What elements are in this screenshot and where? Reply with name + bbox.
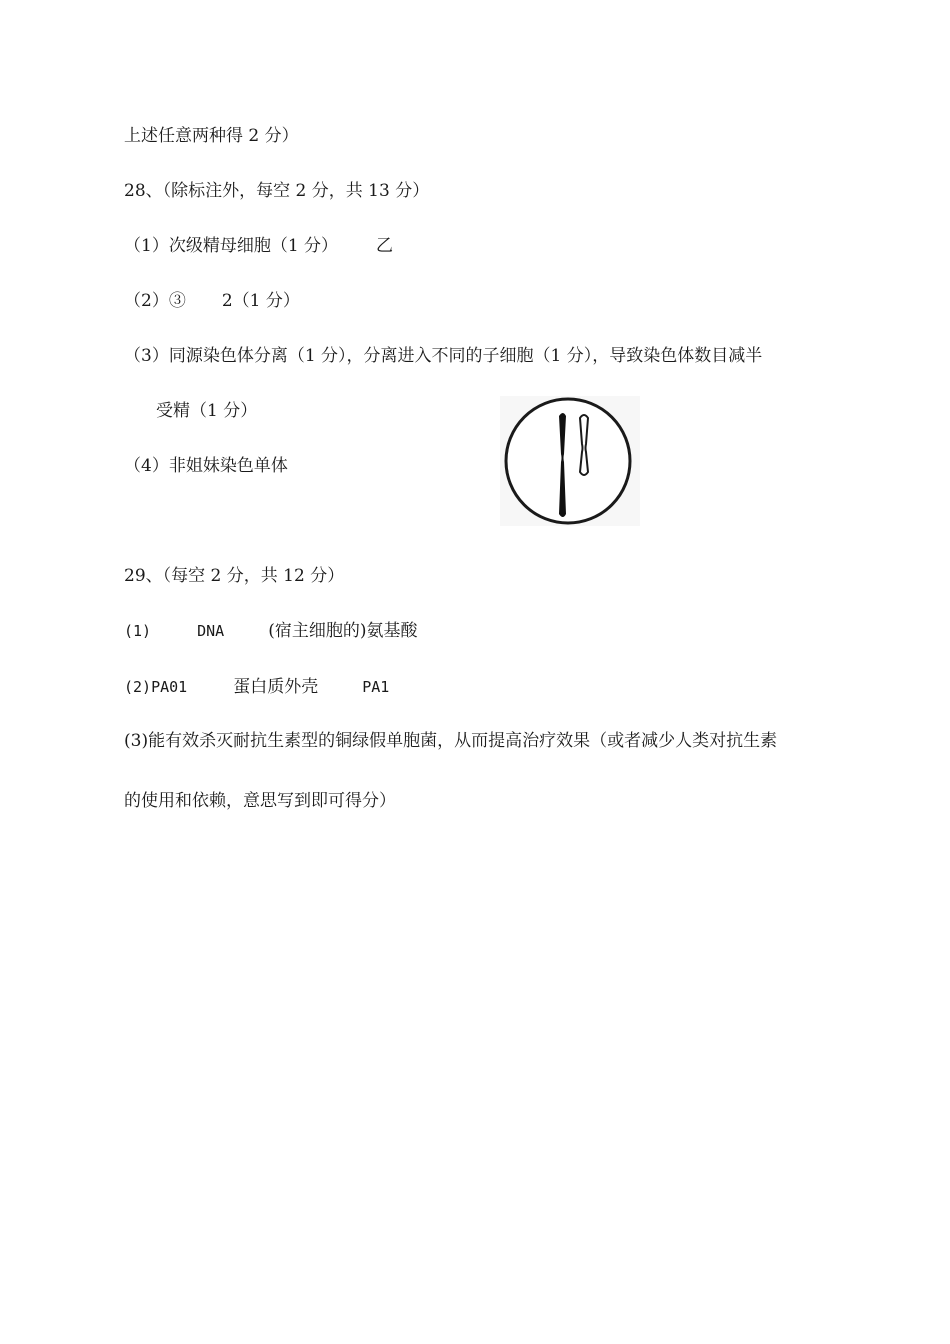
q29-answer-2 (124, 676, 389, 698)
q28-answer-2-label: （2）③ (124, 291, 186, 311)
q29-answer-2-label: (2)PA01 (124, 678, 188, 696)
q28-answer-4: （4）非姐妹染色单体 (124, 456, 288, 476)
q28-answer-1 (124, 235, 393, 257)
q28-answer-1-value: 乙 (376, 236, 394, 256)
q29-answer-1-value-2: (宿主细胞的)氨基酸 (268, 621, 418, 641)
q29-answer-2-value-1: 蛋白质外壳 (233, 677, 319, 697)
chromosome-cell-diagram-icon (500, 396, 640, 526)
q29-answer-3-line2: 的使用和依赖，意思写到即可得分） (124, 791, 396, 811)
q28-answer-2-value: 2（1 分） (221, 291, 300, 311)
q28-header: 28、（除标注外，每空 2 分，共 13 分） (124, 181, 430, 201)
q29-header: 29、（每空 2 分，共 12 分） (124, 566, 345, 586)
chromosome-cell-figure (500, 396, 640, 526)
q29-answer-1-label: (1) (124, 622, 152, 640)
q28-answer-3-line1: （3）同源染色体分离（1 分），分离进入不同的子细胞（1 分），导致染色体数目减半 (124, 346, 763, 366)
cell-outline (506, 399, 630, 523)
q29-answer-1 (124, 620, 417, 642)
q28-answer-1-label: （1）次级精母细胞（1 分） (124, 236, 339, 256)
light-chromosome (580, 415, 588, 475)
q29-answer-1-value-1: DNA (197, 622, 225, 640)
q28-answer-2 (124, 290, 300, 312)
q29-answer-3-line1: (3)能有效杀灭耐抗生素型的铜绿假单胞菌，从而提高治疗效果（或者减少人类对抗生素 (124, 731, 778, 751)
q29-answer-2-value-2: PA1 (362, 678, 390, 696)
q28-answer-3-line2: 受精（1 分） (156, 401, 258, 421)
continued-answer-line: 上述任意两种得 2 分） (124, 126, 299, 146)
